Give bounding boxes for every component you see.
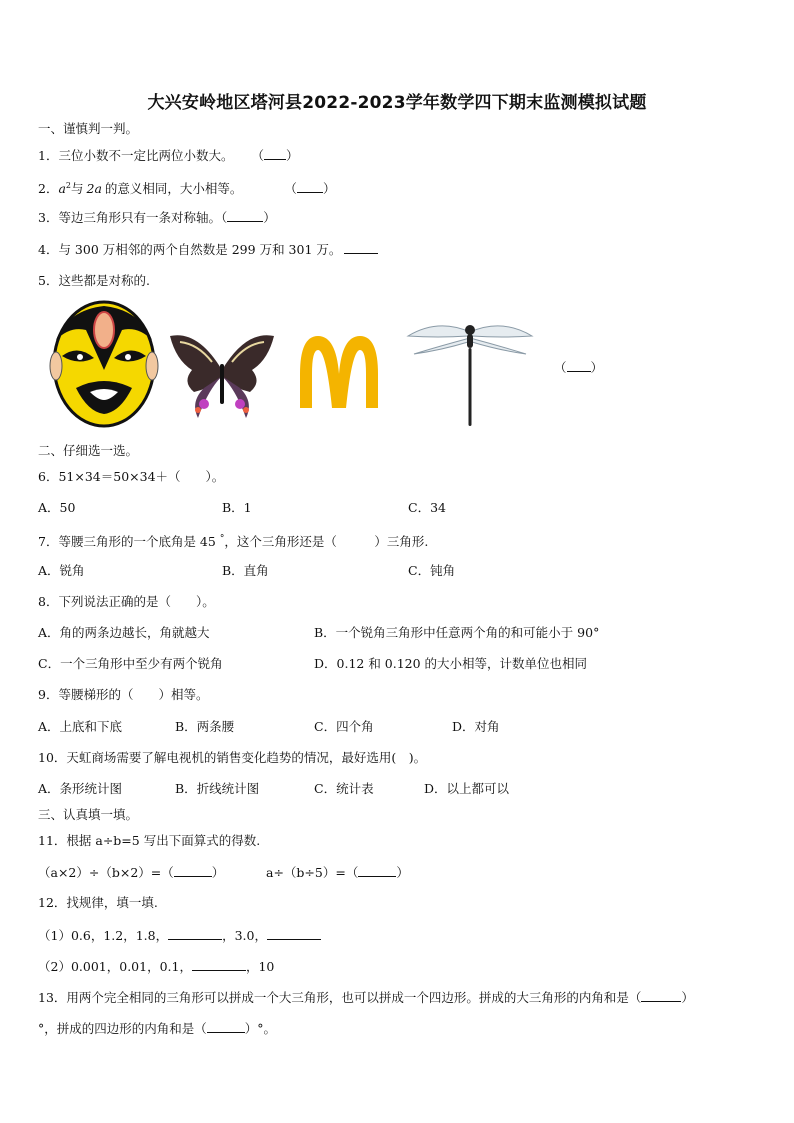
degree-sign: ° — [219, 534, 225, 544]
question-7-option-c[interactable]: C．钝角 — [408, 563, 456, 578]
question-12 — [38, 895, 158, 911]
question-13-continued — [38, 1020, 276, 1037]
question-12-line-1 — [38, 927, 321, 944]
line-1-text-b: ，3.0， — [222, 928, 267, 943]
expression-1-text: （a×2）÷（b×2）=（ — [38, 865, 174, 880]
question-1-paren-open: （ — [251, 148, 264, 163]
opera-mask-icon — [48, 300, 160, 428]
line-1-blank-2[interactable] — [267, 927, 321, 940]
question-2-text-mid: 与 — [71, 181, 84, 197]
exponent: 2 — [65, 181, 71, 190]
question-4-answer-blank[interactable] — [344, 241, 378, 254]
question-13-blank-2[interactable] — [207, 1020, 245, 1033]
question-2-paren-open: （ — [284, 181, 297, 197]
question-13-blank-1[interactable] — [641, 989, 681, 1002]
question-6-text: 51×34＝50×34＋（ ）。 — [58, 469, 225, 484]
question-10 — [38, 750, 426, 766]
question-9-option-c[interactable]: C．四个角 — [314, 719, 374, 734]
question-5-paren-close: ） — [590, 360, 604, 375]
question-9 — [38, 687, 208, 703]
question-2-number: 2． — [38, 181, 59, 197]
question-5-text: 这些都是对称的. — [58, 273, 150, 288]
line-2-blank[interactable] — [192, 958, 246, 971]
question-6 — [38, 469, 224, 485]
question-12-line-2 — [38, 958, 274, 975]
question-1-answer-blank[interactable] — [264, 147, 286, 160]
question-7-text-a: 等腰三角形的一个底角是 45 — [58, 534, 216, 550]
question-10-option-b[interactable]: B．折线统计图 — [175, 781, 260, 796]
question-2-paren-close: ） — [322, 181, 336, 197]
question-1-number: 1． — [38, 148, 59, 163]
question-9-option-b[interactable]: B．两条腰 — [175, 719, 235, 734]
question-10-option-a[interactable]: A．条形统计图 — [38, 781, 123, 796]
question-6-option-b[interactable]: B．1 — [222, 500, 252, 515]
section-2-heading: 二、仔细选一选。 — [38, 443, 139, 458]
question-8-option-b[interactable]: B．一个锐角三角形中任意两个角的和可能小于 90° — [314, 625, 600, 640]
question-5-images — [0, 300, 794, 430]
question-6-option-a[interactable]: A．50 — [38, 500, 76, 515]
variable-2a: 2a — [86, 181, 102, 197]
question-9-number: 9． — [38, 687, 59, 702]
question-8-number: 8． — [38, 594, 59, 609]
question-4-number: 4． — [38, 242, 59, 257]
question-2 — [38, 178, 335, 197]
question-13-paren-close-2: ）°。 — [244, 1021, 277, 1036]
question-3-number: 3． — [38, 210, 59, 225]
section-1-heading: 一、谨慎判一判。 — [38, 121, 139, 136]
question-8 — [38, 594, 215, 610]
question-8-option-c[interactable]: C．一个三角形中至少有两个锐角 — [38, 656, 223, 671]
question-4 — [38, 241, 378, 258]
question-5-number: 5． — [38, 273, 59, 288]
question-10-option-c[interactable]: C．统计表 — [314, 781, 374, 796]
question-5-answer-blank[interactable] — [567, 359, 591, 372]
butterfly-icon — [168, 330, 276, 422]
question-11-text: 根据 a÷b=5 写出下面算式的得数. — [66, 833, 261, 848]
question-13-text-b: °，拼成的四边形的内角和是（ — [38, 1021, 207, 1036]
question-9-option-d[interactable]: D．对角 — [452, 719, 500, 734]
question-13 — [38, 989, 694, 1006]
question-3-text: 等边三角形只有一条对称轴。 — [58, 210, 221, 225]
expression-2-paren-close: ） — [396, 865, 409, 880]
question-2-answer-blank[interactable] — [297, 180, 323, 193]
question-11 — [38, 833, 260, 849]
line-2-text-b: ，10 — [245, 959, 275, 974]
question-11-number: 11． — [38, 833, 67, 848]
question-12-text: 找规律，填一填. — [66, 895, 158, 910]
line-1-blank-1[interactable] — [168, 927, 222, 940]
question-6-option-c[interactable]: C．34 — [408, 500, 446, 515]
question-3-answer-blank[interactable] — [227, 209, 263, 222]
question-3-paren-close: ） — [263, 210, 276, 225]
question-7-option-a[interactable]: A．锐角 — [38, 563, 85, 578]
question-9-option-a[interactable]: A．上底和下底 — [38, 719, 123, 734]
question-8-option-a[interactable]: A．角的两条边越长，角就越大 — [38, 625, 210, 640]
question-11-expression-2 — [266, 864, 409, 881]
expression-2-text: a÷（b÷5）=（ — [266, 865, 359, 880]
question-1 — [38, 147, 298, 164]
question-1-text: 三位小数不一定比两位小数大。 — [58, 148, 234, 163]
question-7-number: 7． — [38, 534, 59, 550]
question-10-text: 天虹商场需要了解电视机的销售变化趋势的情况，最好选用( )。 — [66, 750, 427, 765]
question-5-paren-open: （ — [554, 360, 567, 375]
question-8-option-d[interactable]: D．0.12 和 0.120 的大小相等，计数单位也相同 — [314, 656, 588, 671]
golden-arches-icon — [296, 334, 382, 410]
expression-2-answer-blank[interactable] — [358, 864, 396, 877]
question-8-text: 下列说法正确的是（ ）。 — [58, 594, 215, 609]
question-10-option-d[interactable]: D．以上都可以 — [424, 781, 510, 796]
page-title: 大兴安岭地区塔河县2022-2023学年数学四下期末监测模拟试题 — [147, 93, 647, 113]
question-13-text-a: 用两个完全相同的三角形可以拼成一个大三角形，也可以拼成一个四边形。拼成的大三角形的内角和是（ — [66, 990, 642, 1005]
question-5-answer — [554, 359, 603, 376]
dragonfly-icon — [404, 314, 536, 430]
question-3 — [38, 209, 276, 226]
variable-a: a — [58, 181, 66, 197]
question-5 — [38, 273, 150, 289]
question-7-option-b[interactable]: B．直角 — [222, 563, 269, 578]
question-11-expression-1 — [38, 864, 224, 881]
expression-1-answer-blank[interactable] — [174, 864, 212, 877]
line-1-text-a: （1）0.6，1.2，1.8， — [38, 928, 169, 943]
question-12-number: 12． — [38, 895, 67, 910]
question-3-paren-open: （ — [220, 210, 228, 225]
question-13-paren-close-1: ） — [681, 990, 694, 1005]
question-10-number: 10． — [38, 750, 67, 765]
line-2-text-a: （2）0.001，0.01，0.1， — [38, 959, 192, 974]
question-4-text: 与 300 万相邻的两个自然数是 299 万和 301 万。 — [58, 242, 342, 257]
question-1-paren-close: ） — [285, 148, 299, 163]
question-7 — [38, 531, 428, 550]
question-6-number: 6． — [38, 469, 59, 484]
question-2-text-end: 的意义相同，大小相等。 — [104, 181, 243, 197]
question-13-number: 13． — [38, 990, 67, 1005]
expression-1-paren-close: ） — [211, 865, 225, 880]
question-9-text: 等腰梯形的（ ）相等。 — [58, 687, 209, 702]
question-7-text-b: ，这个三角形还是（ ）三角形. — [224, 534, 429, 550]
section-3-heading: 三、认真填一填。 — [38, 807, 139, 822]
